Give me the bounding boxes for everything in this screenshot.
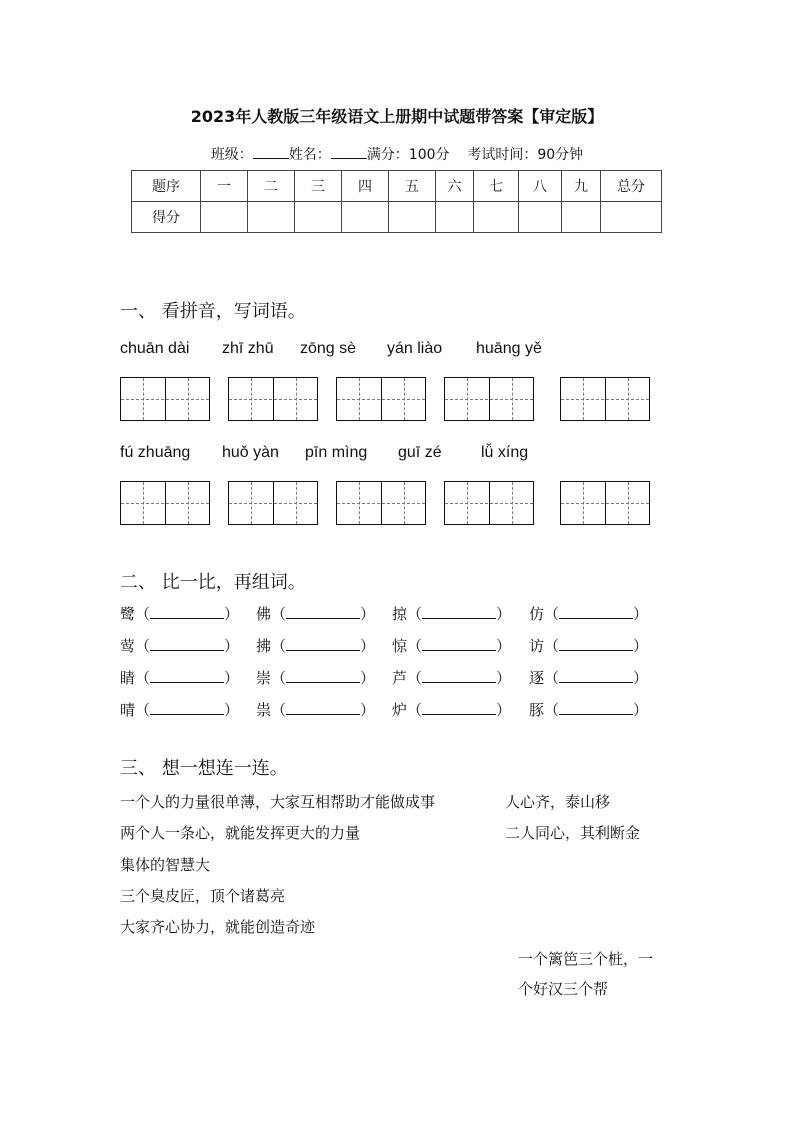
match-right-item[interactable]: 一个篱笆三个桩，一 [518, 950, 654, 968]
match-left-item[interactable]: 一个人的力量很单薄，大家互相帮助才能做成事 [120, 793, 436, 811]
compare-item: 拂（ ） [256, 637, 376, 655]
score-header-cell: 总分 [601, 171, 662, 202]
compare-item: 芦（ ） [392, 669, 512, 687]
score-header-cell: 三 [295, 171, 342, 202]
compare-char: 佛 [256, 605, 272, 623]
compare-item: 佛（ ） [256, 605, 376, 623]
answer-blank[interactable] [286, 604, 360, 619]
pinyin-label: huǒ yàn [222, 444, 279, 461]
answer-blank[interactable] [559, 668, 633, 683]
score-table-header-row [132, 171, 662, 202]
section3-title: 三、 想一想连一连。 [120, 758, 288, 779]
answer-blank[interactable] [422, 668, 496, 683]
score-row-label: 得分 [132, 202, 201, 233]
match-right-item[interactable]: 二人同心，其利断金 [505, 824, 641, 842]
pinyin-label: chuān dài [120, 340, 190, 357]
score-cell[interactable] [295, 202, 342, 233]
match-left-item[interactable]: 大家齐心协力，就能创造奇迹 [120, 918, 316, 936]
writing-grid[interactable] [560, 481, 650, 525]
compare-char: 晴 [120, 701, 136, 719]
compare-char: 睛 [120, 669, 136, 687]
score-cell[interactable] [248, 202, 295, 233]
answer-blank[interactable] [286, 700, 360, 715]
match-right-item[interactable]: 人心齐，泰山移 [505, 793, 611, 811]
compare-item: 鹭（ ） [120, 605, 240, 623]
full-score: 满分：100分 [366, 147, 450, 163]
compare-char: 惊 [392, 637, 408, 655]
score-header-cell: 二 [248, 171, 295, 202]
section1-title: 一、 看拼音，写词语。 [120, 301, 306, 322]
pinyin-label: pīn mìng [305, 444, 368, 461]
pinyin-label: fú zhuāng [120, 444, 191, 461]
compare-item: 仿（ ） [529, 605, 649, 623]
compare-item: 豚（ ） [529, 701, 649, 719]
compare-char: 莺 [120, 637, 136, 655]
answer-blank[interactable] [150, 668, 224, 683]
compare-char: 芦 [392, 669, 408, 687]
answer-blank[interactable] [286, 636, 360, 651]
match-left-item[interactable]: 集体的智慧大 [120, 856, 211, 874]
match-left-item[interactable]: 两个人一条心，就能发挥更大的力量 [120, 824, 361, 842]
class-label: 班级： [210, 147, 253, 163]
writing-grid[interactable] [336, 377, 426, 421]
score-cell[interactable] [342, 202, 389, 233]
name-label: 姓名： [288, 147, 331, 163]
score-cell[interactable] [389, 202, 436, 233]
writing-grid[interactable] [336, 481, 426, 525]
compare-item: 晴（ ） [120, 701, 240, 719]
compare-item: 莺（ ） [120, 637, 240, 655]
writing-grid[interactable] [228, 377, 318, 421]
compare-item: 访（ ） [529, 637, 649, 655]
compare-item: 逐（ ） [529, 669, 649, 687]
compare-item: 崇（ ） [256, 669, 376, 687]
compare-char: 鹭 [120, 605, 136, 623]
answer-blank[interactable] [422, 700, 496, 715]
score-header-cell: 五 [389, 171, 436, 202]
answer-blank[interactable] [150, 700, 224, 715]
compare-char: 祟 [256, 701, 272, 719]
compare-item: 炉（ ） [392, 701, 512, 719]
compare-char: 炉 [392, 701, 408, 719]
answer-blank[interactable] [559, 700, 633, 715]
score-table [131, 170, 662, 233]
section2-title: 二、 比一比，再组词。 [120, 572, 306, 593]
score-header-cell: 九 [562, 171, 601, 202]
answer-blank[interactable] [422, 636, 496, 651]
score-cell[interactable] [519, 202, 562, 233]
writing-grid[interactable] [120, 481, 210, 525]
score-header-cell: 四 [342, 171, 389, 202]
writing-grid[interactable] [120, 377, 210, 421]
writing-grid[interactable] [444, 481, 534, 525]
score-header-cell: 八 [519, 171, 562, 202]
score-header-cell: 题序 [132, 171, 201, 202]
compare-char: 访 [529, 637, 545, 655]
pinyin-label: lǚ xíng [481, 444, 529, 461]
pinyin-label: guī zé [398, 444, 442, 461]
exam-info-line [0, 144, 794, 164]
compare-char: 拂 [256, 637, 272, 655]
score-header-cell: 六 [436, 171, 474, 202]
answer-blank[interactable] [286, 668, 360, 683]
exam-time: 考试时间：90分钟 [467, 147, 584, 163]
name-blank[interactable] [331, 146, 367, 159]
compare-item: 祟（ ） [256, 701, 376, 719]
score-cell[interactable] [562, 202, 601, 233]
score-cell[interactable] [201, 202, 248, 233]
pinyin-label: huāng yě [476, 340, 542, 357]
score-cell[interactable] [436, 202, 474, 233]
compare-item: 睛（ ） [120, 669, 240, 687]
pinyin-label: zhī zhū [222, 340, 274, 357]
score-header-cell: 七 [474, 171, 519, 202]
compare-char: 逐 [529, 669, 545, 687]
score-header-cell: 一 [201, 171, 248, 202]
match-right-item[interactable]: 个好汉三个帮 [518, 980, 609, 998]
class-blank[interactable] [253, 146, 289, 159]
writing-grid[interactable] [560, 377, 650, 421]
pinyin-label: zōng sè [300, 340, 357, 357]
score-cell[interactable] [601, 202, 662, 233]
answer-blank[interactable] [559, 636, 633, 651]
score-cell[interactable] [474, 202, 519, 233]
compare-char: 仿 [529, 605, 545, 623]
writing-grid[interactable] [228, 481, 318, 525]
page-title: 2023年人教版三年级语文上册期中试题带答案【审定版】 [190, 107, 604, 126]
compare-item: 惊（ ） [392, 637, 512, 655]
compare-char: 豚 [529, 701, 545, 719]
score-table-score-row [132, 202, 662, 233]
pinyin-label: yán liào [387, 340, 443, 357]
answer-blank[interactable] [559, 604, 633, 619]
answer-blank[interactable] [422, 604, 496, 619]
compare-char: 崇 [256, 669, 272, 687]
compare-char: 掠 [392, 605, 408, 623]
match-left-item[interactable]: 三个臭皮匠，顶个诸葛亮 [120, 887, 286, 905]
answer-blank[interactable] [150, 636, 224, 651]
writing-grid[interactable] [444, 377, 534, 421]
answer-blank[interactable] [150, 604, 224, 619]
compare-item: 掠（ ） [392, 605, 512, 623]
